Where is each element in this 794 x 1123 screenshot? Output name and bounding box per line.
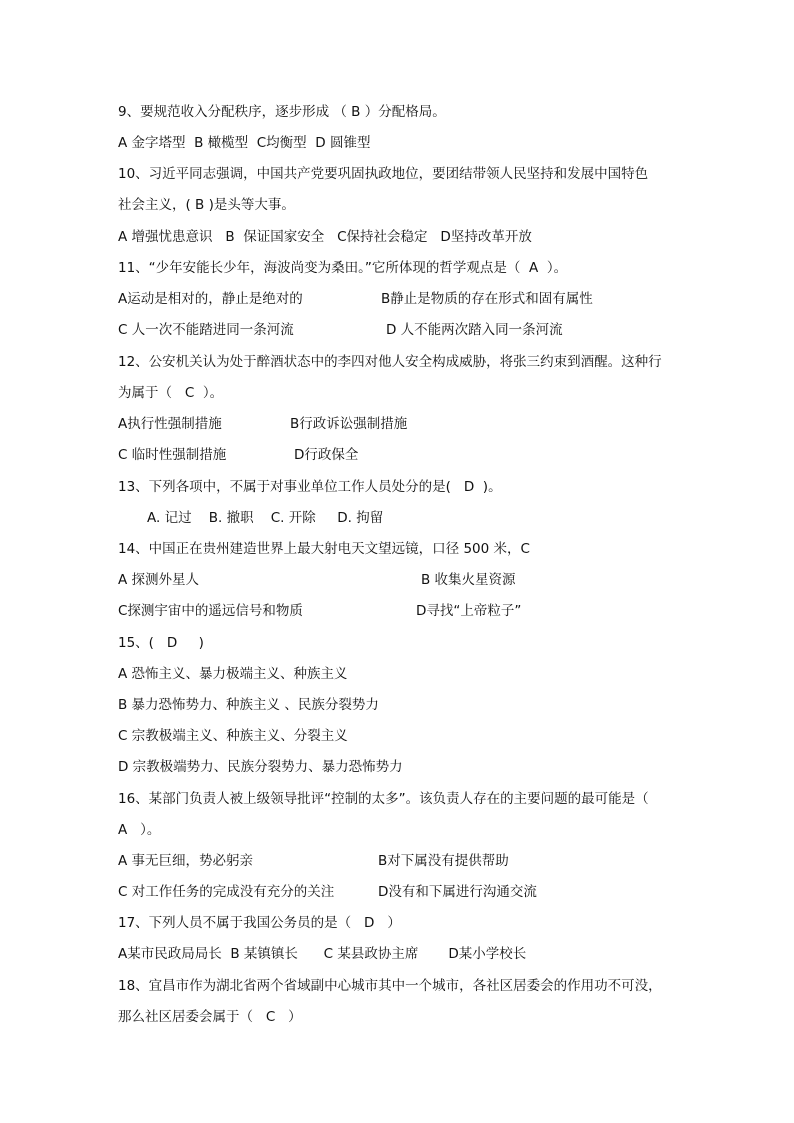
question-12-option-c: C 临时性强制措施 bbox=[118, 447, 227, 463]
question-10-options: A 增强忧患意识 B 保证国家安全 C保持社会稳定 D坚持改革开放 bbox=[118, 229, 532, 245]
question-11-option-b: B静止是物质的存在形式和固有属性 bbox=[381, 291, 593, 307]
question-9-stem: 9、要规范收入分配秩序，逐步形成 （ B ）分配格局。 bbox=[118, 104, 446, 120]
question-15-option-c: C 宗教极端主义、种族主义、分裂主义 bbox=[118, 728, 348, 744]
question-16-option-c: C 对工作任务的完成没有充分的关注 bbox=[118, 884, 335, 900]
question-12-option-a: A执行性强制措施 bbox=[118, 416, 222, 432]
question-14-option-a: A 探测外星人 bbox=[118, 572, 200, 588]
question-16-stem-line1: 16、某部门负责人被上级领导批评“控制的太多”。该负责人存在的主要问题的最可能是（ bbox=[118, 791, 649, 807]
question-15-option-b: B 暴力恐怖势力、种族主义 、民族分裂势力 bbox=[118, 697, 379, 713]
question-13-options: A. 记过 B. 撤职 C. 开除 D. 拘留 bbox=[147, 510, 384, 526]
question-10-stem-line2: 社会主义，( B )是头等大事。 bbox=[118, 197, 295, 213]
question-16-option-a: A 事无巨细，势必躬亲 bbox=[118, 853, 254, 869]
question-15-option-a: A 恐怖主义、暴力极端主义、种族主义 bbox=[118, 666, 348, 682]
question-12-stem-line1: 12、公安机关认为处于醉酒状态中的李四对他人安全构成威胁，将张三约束到酒醒。这种行 bbox=[118, 354, 662, 370]
question-18-stem-line2: 那么社区居委会属于（ C ） bbox=[118, 1009, 302, 1025]
question-16-stem-line2: A ）。 bbox=[118, 822, 161, 838]
question-15-stem: 15、( D ) bbox=[118, 635, 204, 651]
question-12-option-d: D行政保全 bbox=[294, 447, 359, 463]
question-11-option-a: A运动是相对的，静止是绝对的 bbox=[118, 291, 303, 307]
question-11-option-c: C 人一次不能踏进同一条河流 bbox=[118, 322, 294, 338]
question-12-option-b: B行政诉讼强制措施 bbox=[290, 416, 408, 432]
question-11-stem: 11、“少年安能长少年，海波尚变为桑田。”它所体现的哲学观点是（ A ）。 bbox=[118, 260, 568, 276]
question-14-stem: 14、中国正在贵州建造世界上最大射电天文望远镜，口径 500 米，C bbox=[118, 541, 530, 557]
question-16-option-d: D没有和下属进行沟通交流 bbox=[378, 884, 537, 900]
question-14-option-d: D寻找“上帝粒子” bbox=[416, 603, 522, 619]
question-11-option-d: D 人不能两次踏入同一条河流 bbox=[386, 322, 563, 338]
question-9-options: A 金字塔型 B 橄榄型 C均衡型 D 圆锥型 bbox=[118, 135, 371, 151]
question-14-option-c: C探测宇宙中的遥远信号和物质 bbox=[118, 603, 303, 619]
question-12-stem-line2: 为属于（ C ）。 bbox=[118, 385, 224, 401]
question-18-stem-line1: 18、宜昌市作为湖北省两个省域副中心城市其中一个城市，各社区居委会的作用功不可没， bbox=[118, 978, 662, 994]
question-17-stem: 17、下列人员不属于我国公务员的是（ D ） bbox=[118, 915, 401, 931]
question-13-stem: 13、下列各项中，不属于对事业单位工作人员处分的是( D )。 bbox=[118, 479, 502, 495]
question-16-option-b: B对下属没有提供帮助 bbox=[378, 853, 509, 869]
question-10-stem-line1: 10、习近平同志强调，中国共产党要巩固执政地位，要团结带领人民坚持和发展中国特色 bbox=[118, 166, 649, 182]
question-14-option-b: B 收集火星资源 bbox=[421, 572, 516, 588]
question-15-option-d: D 宗教极端势力、民族分裂势力、暴力恐怖势力 bbox=[118, 759, 403, 775]
question-17-options: A某市民政局局长 B 某镇镇长 C 某县政协主席 D某小学校长 bbox=[118, 946, 527, 962]
